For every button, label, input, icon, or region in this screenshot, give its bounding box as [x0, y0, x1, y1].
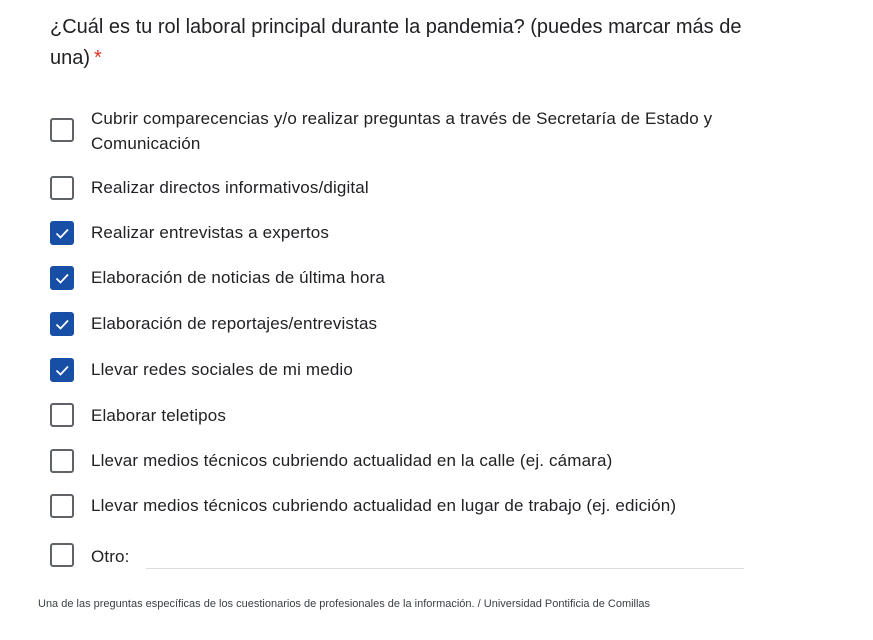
option-label: Llevar medios técnicos cubriendo actualidad en la calle (ej. cámara)	[91, 451, 613, 470]
checkbox-directos-informativos[interactable]	[50, 176, 74, 200]
check-icon	[54, 270, 70, 286]
option-label: Realizar directos informativos/digital	[91, 178, 369, 197]
image-caption: Una de las preguntas específicas de los cuestionarios de profesionales de la información. / Universidad Pontificia de Comillas	[38, 598, 651, 610]
required-star: *	[94, 47, 102, 69]
check-icon	[54, 225, 70, 241]
option-label: Cubrir comparecencias y/o realizar preguntas a través de Secretaría de Estado y Comunicación	[91, 109, 713, 153]
other-text-input[interactable]	[146, 568, 744, 569]
checkbox-otro[interactable]	[50, 543, 74, 567]
option-label: Otro:	[91, 547, 130, 566]
question-text: ¿Cuál es tu rol laboral principal durante la pandemia? (puedes marcar más de una)	[50, 16, 742, 69]
checkbox-cubrir-comparecencias[interactable]	[50, 118, 74, 142]
question-title	[50, 12, 770, 74]
checkbox-teletipos[interactable]	[50, 403, 74, 427]
check-icon	[54, 316, 70, 332]
checkbox-reportajes-entrevistas[interactable]	[50, 312, 74, 336]
checkbox-medios-calle[interactable]	[50, 449, 74, 473]
checkbox-entrevistas-expertos[interactable]	[50, 221, 74, 245]
option-label: Llevar medios técnicos cubriendo actualidad en lugar de trabajo (ej. edición)	[91, 496, 677, 515]
option-label: Elaboración de reportajes/entrevistas	[91, 314, 378, 333]
option-label: Realizar entrevistas a expertos	[91, 223, 330, 242]
checkbox-noticias-ultima-hora[interactable]	[50, 266, 74, 290]
option-label: Llevar redes sociales de mi medio	[91, 360, 353, 379]
option-label: Elaborar teletipos	[91, 406, 226, 425]
option-label: Elaboración de noticias de última hora	[91, 268, 385, 287]
checkbox-medios-lugar-trabajo[interactable]	[50, 494, 74, 518]
check-icon	[54, 362, 70, 378]
checkbox-redes-sociales[interactable]	[50, 358, 74, 382]
